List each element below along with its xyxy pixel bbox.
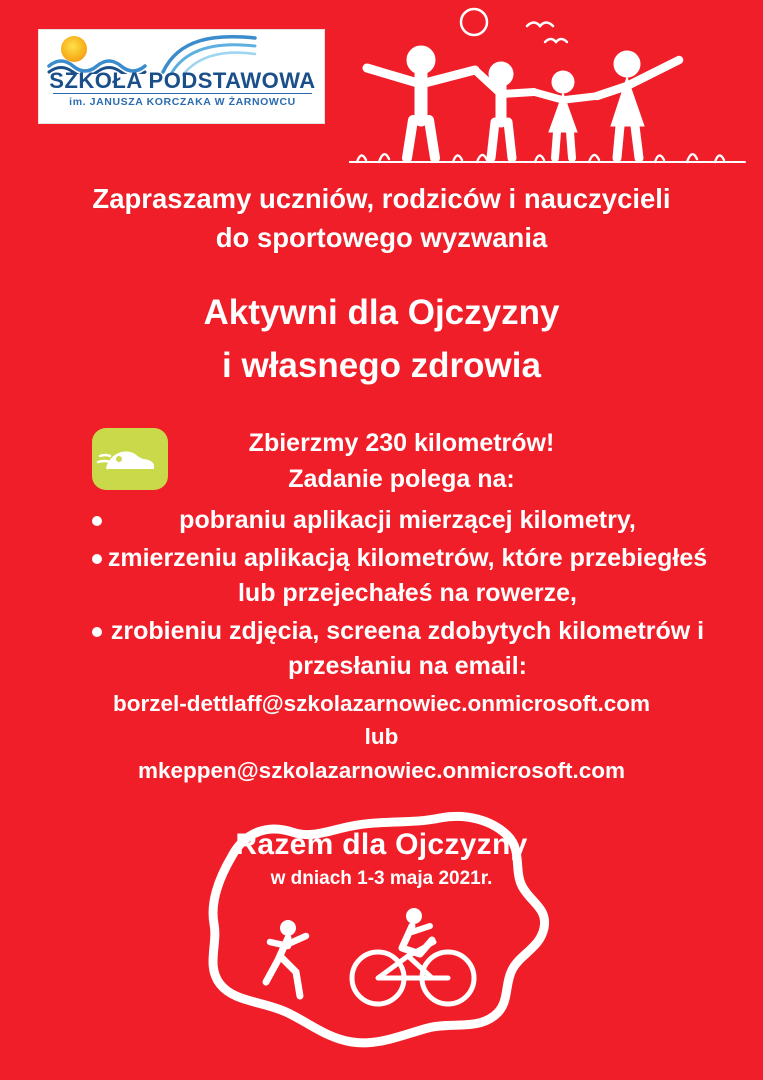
logo-title: SZKOŁA PODSTAWOWA: [49, 68, 316, 93]
running-shoe-icon: [92, 428, 168, 490]
footer-title: Razem dla Ojczyzny: [235, 827, 528, 861]
challenge-lead-line-2: Zadanie polega na:: [288, 464, 515, 493]
list-item: zrobieniu zdjęcia, screena zdobytych kilometrów i przesłaniu na email:: [40, 614, 729, 685]
page-title-line-1: Aktywni dla Ojczyzny: [203, 293, 560, 333]
task-list: [30, 503, 733, 685]
email-primary[interactable]: borzel-dettlaff@szkolazarnowiec.onmicrosoft.com: [112, 690, 651, 716]
list-item: zmierzeniu aplikacją kilometrów, które przebiegłeś lub przejechałeś na rowerze,: [40, 541, 729, 612]
cyclist-icon: [352, 908, 474, 1004]
contact-emails: [30, 687, 733, 788]
email-secondary[interactable]: mkeppen@szkolazarnowiec.onmicrosoft.com: [137, 758, 626, 784]
logo-subtitle: im. JANUSZA KORCZAKA W ŻARNOWCU: [69, 96, 296, 108]
challenge-body: [0, 426, 763, 788]
headline-line-1: Zapraszamy uczniów, rodziców i nauczycieli: [92, 183, 671, 214]
runner-icon: [266, 920, 306, 996]
challenge-lead-line-1: Zbierzmy 230 kilometrów!: [248, 429, 555, 458]
page-title-line-2: i własnego zdrowia: [222, 345, 541, 385]
headline-line-2: do sportowego wyzwania: [215, 222, 548, 254]
page-title: [0, 287, 763, 392]
school-logo: [38, 29, 325, 124]
footer-subtitle: w dniach 1-3 maja 2021r.: [270, 867, 493, 889]
headline: [0, 179, 763, 257]
poster-header: [0, 0, 763, 175]
email-separator: lub: [364, 724, 399, 750]
list-item: pobraniu aplikacji mierzącej kilometry,: [40, 503, 729, 539]
children-holding-hands-illustration: [349, 0, 749, 175]
poster-footer: [0, 796, 763, 1056]
